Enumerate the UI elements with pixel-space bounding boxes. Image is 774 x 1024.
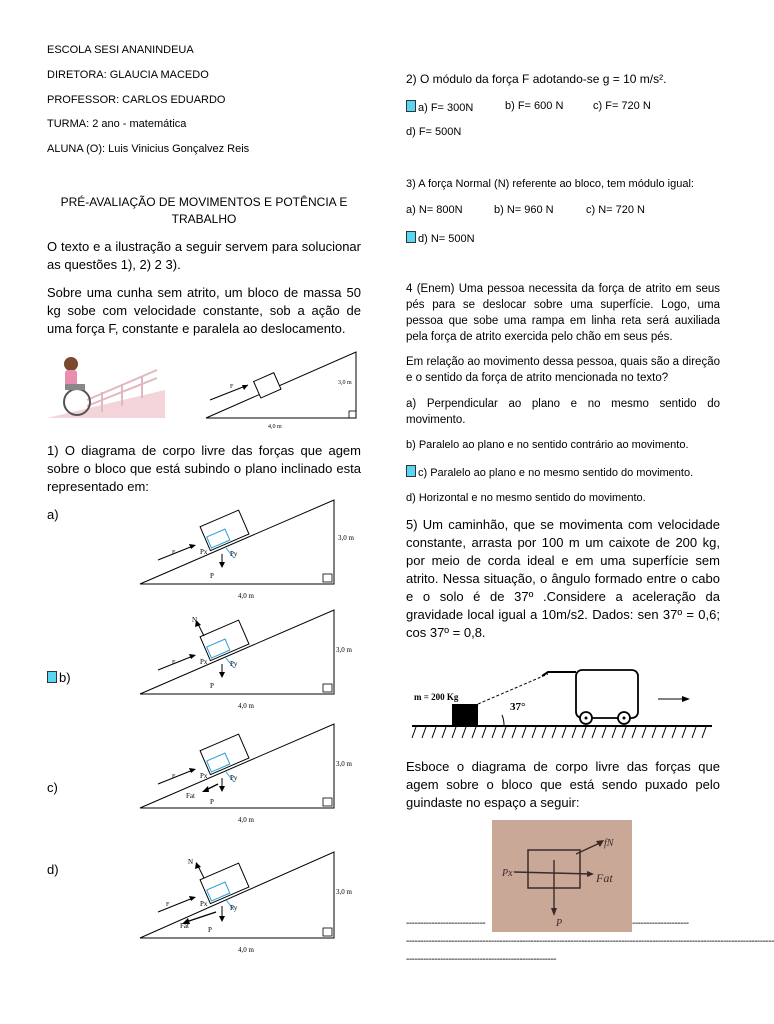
svg-text:3,0 m: 3,0 m — [338, 534, 354, 542]
question-4-text: 4 (Enem) Uma pessoa necessita da força de atrito em seus pés para se deslocar sobre uma superfície. Logo, uma pessoa que sobe uma rampa em linha reta será auxiliada pela força de atrito exercida pelo chão em seus pés. — [406, 283, 720, 343]
student-name: ALUNA (O): Luis Vinicius Gonçalvez Reis — [47, 143, 250, 155]
angle-label: 37° — [510, 701, 526, 713]
svg-text:Px: Px — [200, 548, 208, 556]
svg-text:N: N — [192, 616, 198, 624]
option-4c[interactable]: c) Paralelo ao plano e no mesmo sentido do movimento. — [406, 465, 693, 479]
option-2a[interactable]: a) F= 300N — [406, 100, 473, 114]
teacher-name: PROFESSOR: CARLOS EDUARDO — [47, 94, 226, 106]
sketch-prompt: Esboce o diagrama de corpo livre das forças que agem sobre o bloco que está sendo puxado pelo guindaste no espaço a seguir: — [406, 759, 720, 810]
option-3d[interactable]: d) N= 500N — [406, 231, 475, 245]
question-1-text: 1) O diagrama de corpo livre das forças que agem sobre o bloco que está subindo o plano inclinado esta representado em: — [47, 443, 361, 494]
svg-text:F: F — [172, 774, 176, 780]
question-3-text: 3) A força Normal (N) referente ao bloco, tem módulo igual: — [406, 178, 694, 190]
f-label: F — [230, 384, 234, 390]
svg-text:P: P — [210, 682, 214, 690]
handwritten-sketch-photo — [492, 820, 632, 932]
svg-text:F: F — [172, 550, 176, 556]
option-1a-label[interactable]: a) — [47, 507, 59, 522]
director-name: DIRETORA: GLAUCIA MACEDO — [47, 69, 209, 81]
svg-text:4,0 m: 4,0 m — [238, 816, 254, 824]
svg-text:Py: Py — [230, 774, 238, 782]
svg-text:Py: Py — [230, 550, 238, 558]
svg-text:P: P — [210, 798, 214, 806]
diagram-b — [138, 608, 363, 714]
svg-text:3,0 m: 3,0 m — [336, 646, 352, 654]
svg-text:F: F — [166, 902, 170, 908]
option-3a[interactable]: a) N= 800N — [406, 204, 463, 216]
selected-marker-icon — [406, 100, 416, 112]
selected-marker-icon — [406, 465, 416, 477]
svg-text:Px: Px — [200, 900, 208, 908]
svg-text:Fat: Fat — [186, 792, 195, 800]
base-label: 4,0 m — [268, 424, 282, 430]
svg-text:P: P — [210, 572, 214, 580]
truck-crate-figure — [406, 660, 718, 744]
option-4a[interactable]: a) Perpendicular ao plano e no mesmo sentido do movimento. — [406, 398, 720, 426]
svg-text:fN: fN — [604, 838, 614, 849]
svg-text:Fat: Fat — [180, 922, 189, 930]
option-2d[interactable]: d) F= 500N — [406, 126, 462, 138]
svg-text:P: P — [556, 918, 563, 929]
svg-text:Py: Py — [230, 660, 238, 668]
svg-text:Fat: Fat — [596, 871, 613, 885]
svg-text:P: P — [208, 926, 212, 934]
option-2b[interactable]: b) F= 600 N — [505, 100, 564, 112]
question-5-text: 5) Um caminhão, que se movimenta com velocidade constante, arrasta por 100 m um caixote de 200 kg, por meio de corda ideal e em uma superfície sem atrito. Nessa situação, o ângulo formado entre o cabo e o solo é de 37º .Considere a aceleração da gravidade local igual a 10m/s2. Dados: sen 37º = 0,6; cos 37º = 0,8. — [406, 517, 720, 640]
mass-label: m = 200 Kg — [414, 692, 459, 702]
answer-line-1-left[interactable]: ---------------------------- — [406, 918, 486, 929]
option-3b[interactable]: b) N= 960 N — [494, 204, 554, 216]
option-4d[interactable]: d) Horizontal e no mesmo sentido do movimento. — [406, 492, 646, 504]
svg-text:Py: Py — [230, 904, 238, 912]
option-1b-label[interactable]: b) — [47, 670, 71, 685]
svg-text:Px: Px — [502, 868, 513, 879]
height-label: 3,0 m — [338, 380, 352, 386]
option-3c[interactable]: c) N= 720 N — [586, 204, 645, 216]
option-2c[interactable]: c) F= 720 N — [593, 100, 651, 112]
school-name: ESCOLA SESI ANANINDEUA — [47, 44, 194, 56]
answer-line-3[interactable]: ----------------------------------------------------- — [406, 954, 556, 965]
svg-text:4,0 m: 4,0 m — [238, 702, 254, 710]
question-2-text: 2) O módulo da força F adotando-se g = 10 m/s². — [406, 72, 667, 86]
svg-text:3,0 m: 3,0 m — [336, 760, 352, 768]
answer-line-1-right[interactable]: -------------------- — [632, 918, 689, 929]
option-1d-label[interactable]: d) — [47, 862, 59, 877]
svg-text:3,0 m: 3,0 m — [336, 888, 352, 896]
question-4-question: Em relação ao movimento dessa pessoa, quais são a direção e o sentido da força de atrito mencionada no texto? — [406, 356, 720, 384]
svg-text:F: F — [172, 660, 176, 666]
option-1c-label[interactable]: c) — [47, 780, 58, 795]
incline-plane-figure — [170, 350, 360, 430]
intro-text: O texto e a ilustração a seguir servem para solucionar as questões 1), 2) 2 3). — [47, 239, 361, 272]
svg-text:Px: Px — [200, 658, 208, 666]
diagram-c — [138, 722, 363, 828]
class-name: TURMA: 2 ano - matemática — [47, 118, 187, 130]
diagram-a — [138, 498, 363, 604]
selected-marker-icon — [406, 231, 416, 243]
svg-text:4,0 m: 4,0 m — [238, 592, 254, 600]
page-title-line1: PRÉ-AVALIAÇÃO DE MOVIMENTOS E POTÊNCIA E — [60, 195, 348, 209]
svg-text:N: N — [188, 858, 194, 866]
option-4b[interactable]: b) Paralelo ao plano e no sentido contrário ao movimento. — [406, 439, 689, 451]
problem-text: Sobre uma cunha sem atrito, um bloco de massa 50 kg sobe com velocidade constante, sob a ação de uma força F, constante e paralela ao deslocamento. — [47, 285, 361, 336]
answer-line-2[interactable]: ---------------------------------------------------------------------------------------------------------------------------------- — [406, 936, 774, 947]
diagram-d — [138, 848, 363, 958]
svg-text:4,0 m: 4,0 m — [238, 946, 254, 954]
svg-text:Px: Px — [200, 772, 208, 780]
wheelchair-ramp-illustration — [47, 350, 167, 422]
selected-marker-icon — [47, 671, 57, 683]
page-title-line2: TRABALHO — [171, 212, 237, 226]
